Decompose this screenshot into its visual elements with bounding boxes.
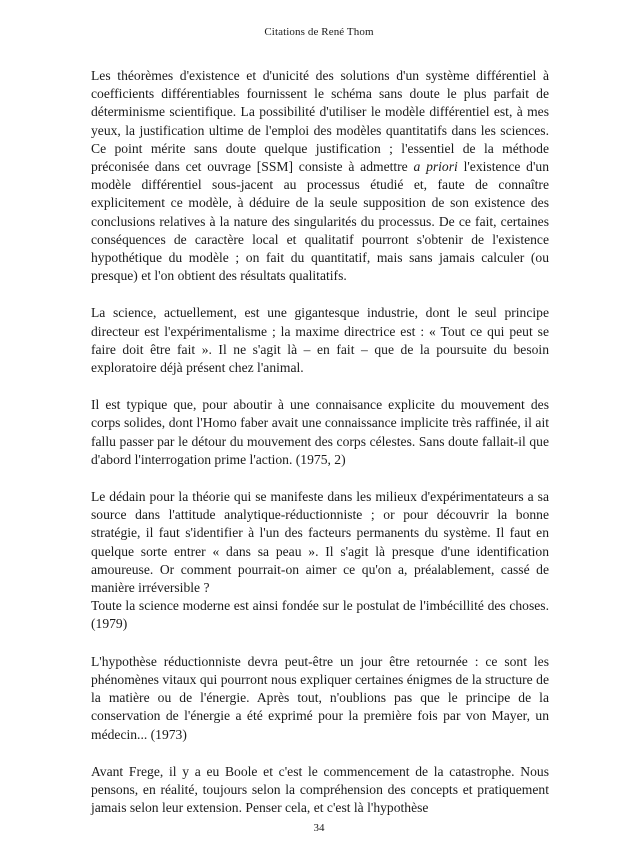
paragraph-theory-disdain bbox=[91, 488, 549, 634]
running-header: Citations de René Thom bbox=[264, 26, 374, 38]
page-number: 34 bbox=[313, 822, 325, 834]
paragraph-frege-boole: Avant Frege, il y a eu Boole et c'est le commencement de la catastrophe. Nous pensons, en réalité, toujours selon la compréhension des concepts et pratiquement jamais selon leur extension. Penser cela, et c'est là l'hypothèse bbox=[91, 763, 549, 816]
paragraph-reductionist-hypothesis: L'hypothèse réductionniste devra peut-être un jour être retournée : ce sont les phénomènes vitaux qui pourront nous expliquer certaines énigmes de la structure de la matière ou de l'énergie. Après tout, n'oublions pas que le principe de la conservation de l'énergie a été exprimé pour la première fois par von Mayer, un médecin... (1973) bbox=[91, 653, 549, 742]
paragraph-text: Toute la science moderne est ainsi fondée sur le postulat de l'imbécillité des choses. (1979) bbox=[91, 598, 549, 632]
paragraph-science-industry: La science, actuellement, est une gigantesque industrie, dont le seul principe directeur est l'expérimentalisme ; la maxime directrice est : « Tout ce qui peut se faire doit être fait ». Il ne s'agit là – en fait – que de la poursuite du besoin exploratoire déjà présent chez l'animal. bbox=[91, 305, 549, 376]
italic-phrase: a priori bbox=[413, 159, 458, 175]
page-body bbox=[91, 67, 549, 836]
paragraph-text: l'existence d'un modèle différentiel sous-jacent au processus étudié et, faute de connaître explicitement ce modèle, à déduire de la seule supposition de son existence des conclusions relatives à la nature des singularités du processus. De ce fait, certaines conséquences de caractère local et qualitatif pourront s'obtenir de l'existence hypothétique du modèle ; on fait du quantitatif, mais sans jamais calculer (ou presque) et l'on obtient des résultats qualitatifs. bbox=[91, 159, 549, 284]
paragraph-text: Les théorèmes d'existence et d'unicité des solutions d'un système différentiel à coefficients différentiables fournissent le schéma sans doute le plus parfait de déterminisme scientifique. La possibilité d'utiliser le modèle différentiel est, à mes yeux, la justification ultime de l'emploi des modèles quantitatifs dans les sciences. Ce point mérite sans doute quelque justification ; l'essentiel de la méthode préconisée dans cet ouvrage [SSM] consiste à admettre bbox=[91, 68, 549, 175]
paragraph-text: Le dédain pour la théorie qui se manifeste dans les milieux d'expérimentateurs a sa source dans l'attitude analytique-réductionniste ; or pour découvrir la bonne stratégie, il faut s'identifier à l'un des facteurs permanents du système. Il faut en quelque sorte entrer « dans sa peau ». Il s'agit là presque d'une identification amoureuse. Or comment pourrait-on aimer ce qu'on a, préalablement, cassé de manière irréversible ? bbox=[91, 489, 549, 596]
paragraph-differential-models bbox=[91, 67, 549, 285]
paragraph-homo-faber: Il est typique que, pour aboutir à une connaisance explicite du mouvement des corps solides, dont l'Homo faber avait une connaissance implicite très raffinée, il ait fallu passer par le détour du mouvement des corps célestes. Sans doute fallait-il que d'abord l'interrogation prime l'action. (1975, 2) bbox=[91, 397, 549, 467]
